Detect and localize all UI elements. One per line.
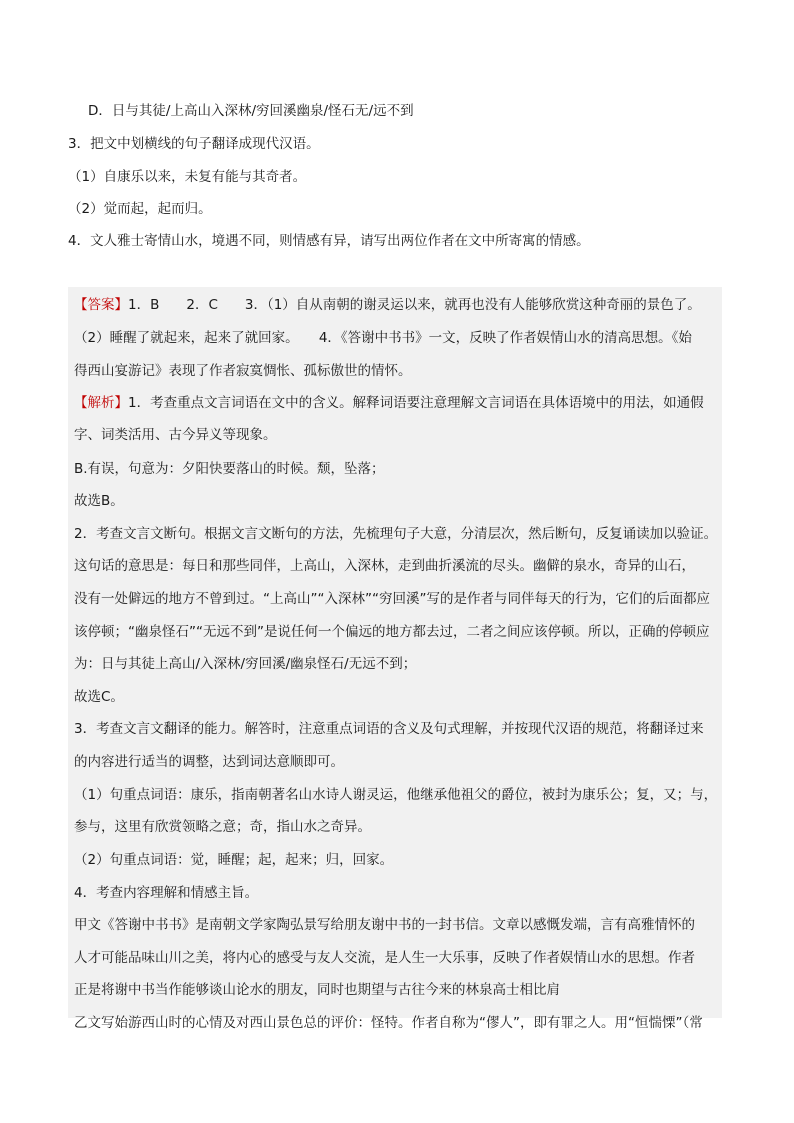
analysis-line: （2）句重点词语：觉，睡醒；起，起来；归，回家。 xyxy=(74,852,394,868)
answer-line: 【答案】1．B 2．C 3．（1）自从南朝的谢灵运以来，就再也没有人能够欣赏这种奇丽的景色了。 xyxy=(74,297,701,313)
analysis-line: 2．考查文言文断句。根据文言文断句的方法，先梳理句子大意，分清层次，然后断句，反复诵读加以验证。 xyxy=(74,526,718,542)
question-3: 3．把文中划横线的句子翻译成现代汉语。 xyxy=(68,136,320,152)
answer-line: 得西山宴游记》表现了作者寂寞惆怅、孤标傲世的情怀。 xyxy=(74,363,412,379)
analysis-line: 乙文写始游西山时的心情及对西山景色总的评价：怪特。作者自称为“僇人”，即有罪之人。用“恒惴慄”（常 xyxy=(74,1015,703,1031)
analysis-line: 参与，这里有欣赏领略之意；奇，指山水之奇异。 xyxy=(74,819,371,835)
analysis-line: （1）句重点词语：康乐，指南朝著名山水诗人谢灵运，他继承他祖父的爵位，被封为康乐公；复，又；与， xyxy=(74,787,718,803)
option-d: D．日与其徒/上高山入深林/穷回溪幽泉/怪石无/远不到 xyxy=(88,103,414,119)
analysis-line: 字、词类活用、古今异义等现象。 xyxy=(74,427,277,443)
analysis-line: 人才可能品味山川之美，将内心的感受与友人交流，是人生一大乐事，反映了作者娱情山水的思想。作者 xyxy=(74,950,695,966)
analysis-line: 故选B。 xyxy=(74,493,124,509)
analysis-line: 的内容进行适当的调整，达到词达意顺即可。 xyxy=(74,754,344,770)
question-3-part-2: （2）觉而起，起而归。 xyxy=(68,201,212,217)
analysis-line: 3．考查文言文翻译的能力。解答时，注意重点词语的含义及句式理解，并按现代汉语的规范，将翻译过来 xyxy=(74,721,704,737)
analysis-line: 故选C。 xyxy=(74,689,124,705)
analysis-tag: 【解析】 xyxy=(74,395,128,411)
analysis-line: 这句话的意思是：每日和那些同伴，上高山，入深林，走到曲折溪流的尽头。幽僻的泉水，奇异的山石， xyxy=(74,558,695,574)
analysis-line: 4．考查内容理解和情感主旨。 xyxy=(74,885,259,901)
analysis-line: 【解析】1．考查重点文言词语在文中的含义。解释词语要注意理解文言词语在具体语境中的用法，如通假 xyxy=(74,395,704,411)
answer-line: （2）睡醒了就起来，起来了就回家。 4．《答谢中书书》一文，反映了作者娱情山水的清高思想。《始 xyxy=(74,330,692,346)
analysis-line: 甲文《答谢中书书》是南朝文学家陶弘景写给朋友谢中书的一封书信。文章以感慨发端，言有高雅情怀的 xyxy=(74,917,695,933)
question-4: 4．文人雅士寄情山水，境遇不同，则情感有异，请写出两位作者在文中所寄寓的情感。 xyxy=(68,233,590,249)
analysis-line: 正是将谢中书当作能够谈山论水的朋友，同时也期望与古往今来的林泉高士相比肩 xyxy=(74,982,560,998)
analysis-line: 没有一处僻远的地方不曾到过。“上高山”“入深林”“穷回溪”写的是作者与同伴每天的行为，它们的后面都应 xyxy=(74,591,710,607)
analysis-line: 为：日与其徒上高山/入深林/穷回溪/幽泉怪石/无远不到； xyxy=(74,656,417,672)
analysis-line: 该停顿；“幽泉怪石”“无远不到”是说任何一个偏远的地方都去过，二者之间应该停顿。所以，正确的停顿应 xyxy=(74,624,710,640)
question-3-part-1: （1）自康乐以来，未复有能与其奇者。 xyxy=(68,169,307,185)
answer-tag: 【答案】 xyxy=(74,297,128,313)
analysis-line: B.有误，句意为：夕阳快要落山的时候。颓，坠落； xyxy=(74,461,385,477)
